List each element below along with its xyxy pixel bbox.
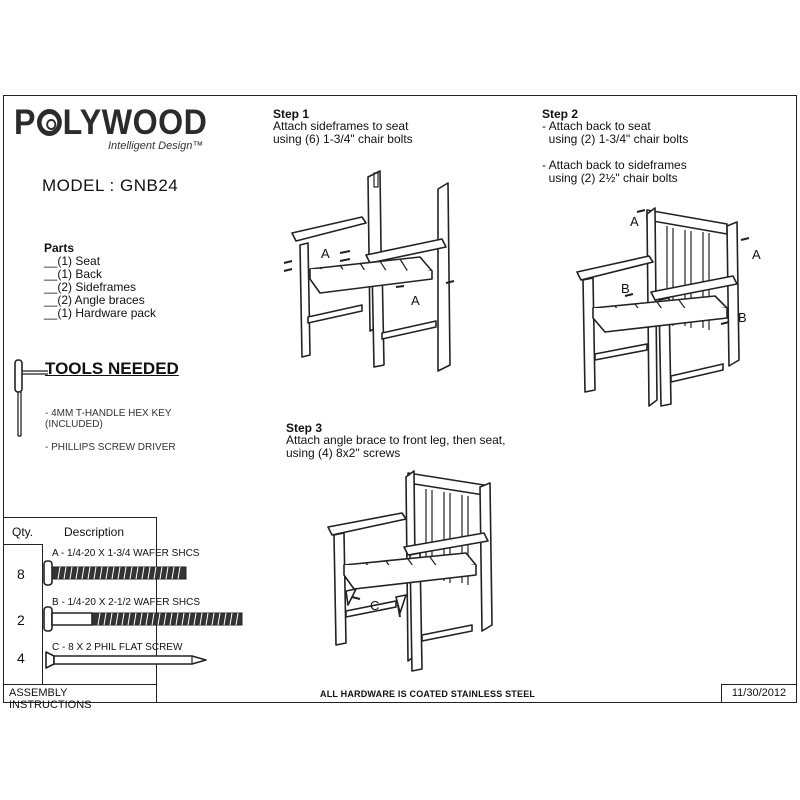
tool-screwdriver: - PHILLIPS SCREW DRIVER [45,442,176,453]
bolt-b-icon [42,605,247,635]
step-2-callout-b: B [621,281,630,296]
table-header-description: Description [64,525,125,539]
step-2-callout-a: A [752,247,761,262]
list-item: __(1) Seat [44,254,101,268]
table-header-divider [3,544,43,545]
step-3-callout-c: C [370,598,380,613]
step-1-title: Step 1 [273,107,310,121]
step-2-callout-a: A [630,214,639,229]
t-handle-hex-key-icon [10,358,50,443]
list-item: __(2) Sideframes [44,280,137,294]
step-3-chair-illustration [326,465,496,675]
step-2-text: - Attach back to seat using (2) 1-3/4" chair bolts - Attach back to sideframes using (2) 2½" chair bolts [542,119,689,185]
step-2-callout-b: B [738,310,747,325]
list-item: __(1) Back [44,267,103,281]
polywood-logo: P LYWOOD [14,103,208,142]
tool-hex-key: - 4MM T-HANDLE HEX KEY [45,408,172,419]
footer-hardware-note: ALL HARDWARE IS COATED STAINLESS STEEL [320,689,536,699]
step-3-text: Attach angle brace to front leg, then seat, using (4) 8x2" screws [286,433,506,460]
logo-o-mark [37,109,62,136]
bolt-a-icon [42,559,192,589]
step-1-callout-a: A [411,293,420,308]
table-row-label: A - 1/4-20 X 1-3/4 WAFER SHCS [52,548,200,559]
tool-hex-key-note: (INCLUDED) [45,419,103,430]
step-1-callout-a: A [321,246,330,261]
step-3-title: Step 3 [286,421,323,435]
step-1-text: Attach sideframes to seat using (6) 1-3/4" chair bolts [273,119,413,146]
screw-c-icon [42,650,212,670]
list-item: __(2) Angle braces [44,293,145,307]
table-row-label: C - 8 X 2 PHIL FLAT SCREW [52,642,183,653]
table-row-qty: 8 [17,566,25,582]
logo-tagline: Intelligent Design™ [108,140,204,152]
model-number: MODEL : GNB24 [42,176,179,195]
table-row-qty: 4 [17,650,25,666]
step-1-chair-illustration [270,165,460,380]
step-2-title: Step 2 [542,107,579,121]
footer-assembly-instructions: ASSEMBLY INSTRUCTIONS [3,684,157,703]
tools-title: TOOLS NEEDED [45,359,179,378]
list-item: __(1) Hardware pack [44,306,157,320]
table-row-label: B - 1/4-20 X 2-1/2 WAFER SHCS [52,597,201,608]
step-2-chair-illustration [575,200,765,415]
table-header-qty: Qty. [12,525,34,539]
table-row-qty: 2 [17,612,25,628]
footer-date: 11/30/2012 [721,684,797,703]
parts-title: Parts [44,241,75,255]
parts-list [44,255,156,320]
